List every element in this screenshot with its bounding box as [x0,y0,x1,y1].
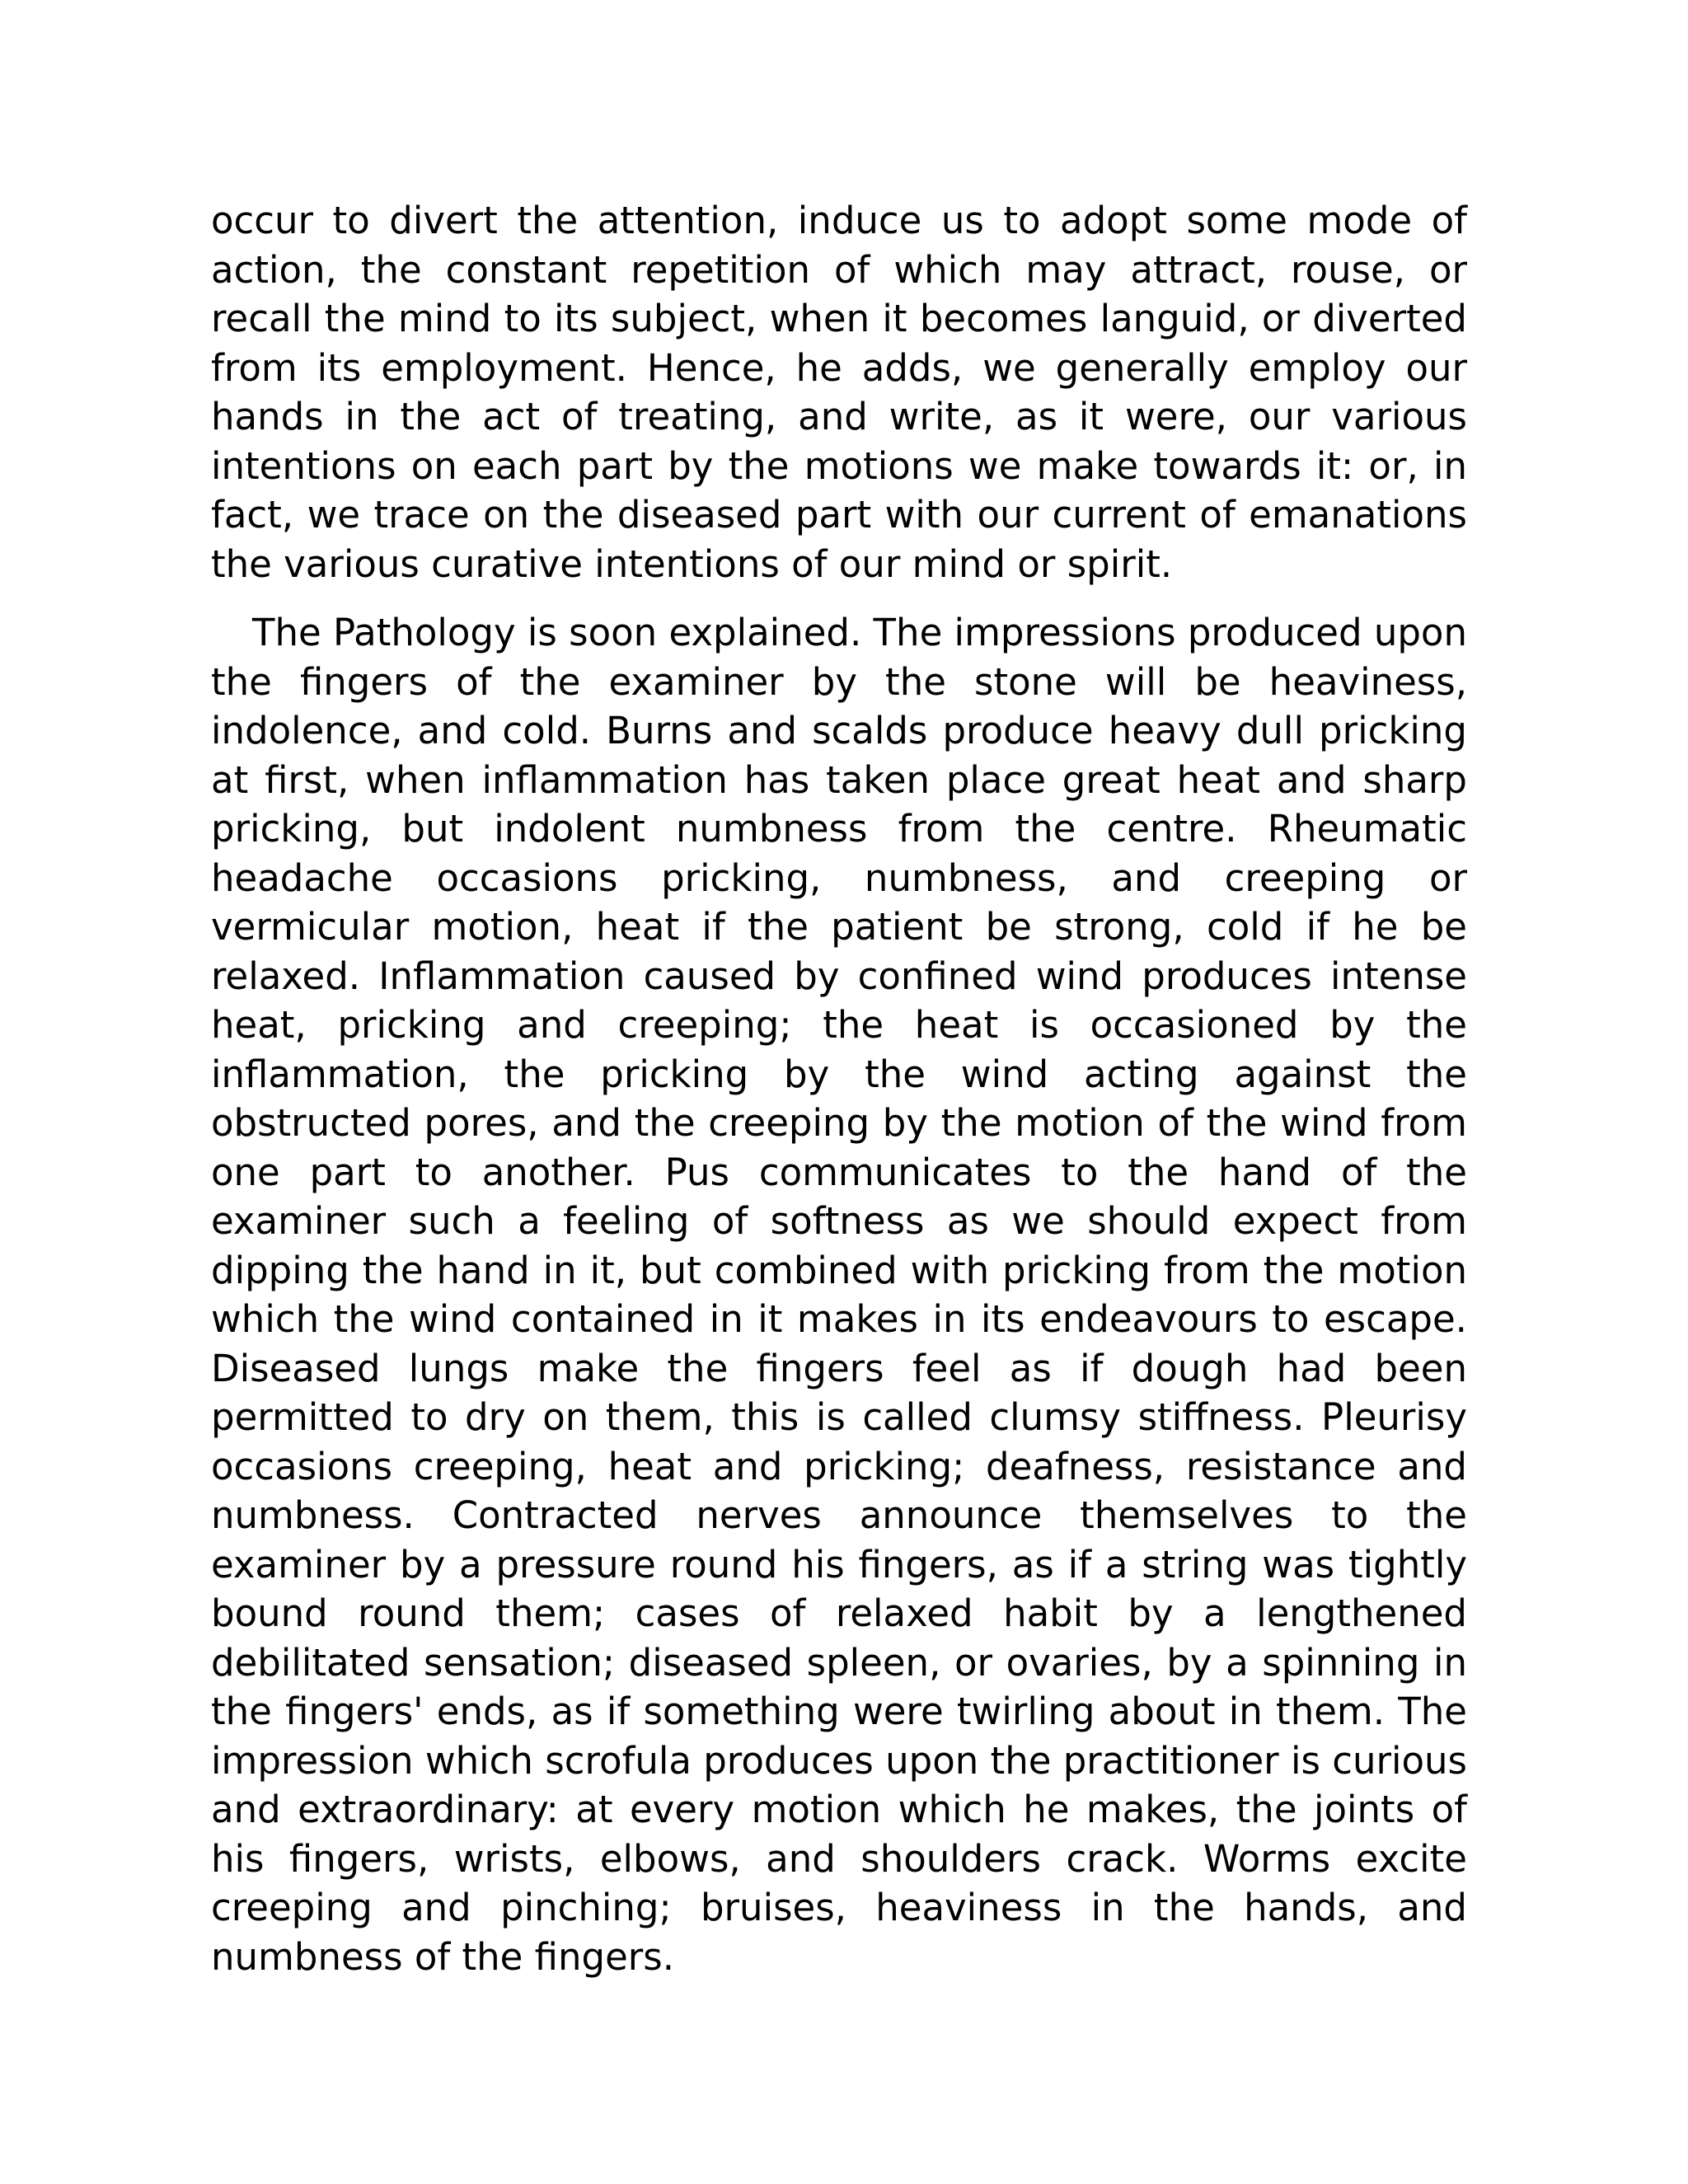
body-text [211,196,1467,1981]
paragraph-pathology: The Pathology is soon explained. The impressions produced upon the fingers of the examiner by the stone will be heaviness, indolence, and cold. Burns and scalds produce heavy dull pricking at first, when inflammation has taken place great heat and sharp pricking, but indolent numbness from the centre. Rheumatic headache occasions pricking, numbness, and creeping or vermicular motion, heat if the patient be strong, cold if he be relaxed. Inflammation caused by confined wind produces intense heat, pricking and creeping; the heat is occasioned by the inflammation, the pricking by the wind acting against the obstructed pores, and the creeping by the motion of the wind from one part to another. Pus communicates to the hand of the examiner such a feeling of softness as we should expect from dipping the hand in it, but combined with pricking from the motion which the wind contained in it makes in its endeavours to escape. Diseased lungs make the fingers feel as if dough had been permitted to dry on them, this is called clumsy stiffness. Pleurisy occasions creeping, heat and pricking; deafness, resistance and numbness. Contracted nerves announce themselves to the examiner by a pressure round his fingers, as if a string was tightly bound round them; cases of relaxed habit by a lengthened debilitated sensation; diseased spleen, or ovaries, by a spinning in the fingers' ends, as if something were twirling about in them. The impression which scrofula produces upon the practitioner is curious and extraordinary: at every motion which he makes, the joints of his fingers, wrists, elbows, and shoulders crack. Worms excite creeping and pinching; bruises, heaviness in the hands, and numbness of the fingers. [211,611,1467,1979]
paragraph-continuation: occur to divert the attention, induce us to adopt some mode of action, the constant repetition of which may attract, rouse, or recall the mind to its subject, when it becomes languid, or diverted from its employment. Hence, he adds, we generally employ our hands in the act of treating, and write, as it were, our various intentions on each part by the motions we make towards it: or, in fact, we trace on the diseased part with our current of emanations the various curative intentions of our mind or spirit. [211,199,1467,586]
